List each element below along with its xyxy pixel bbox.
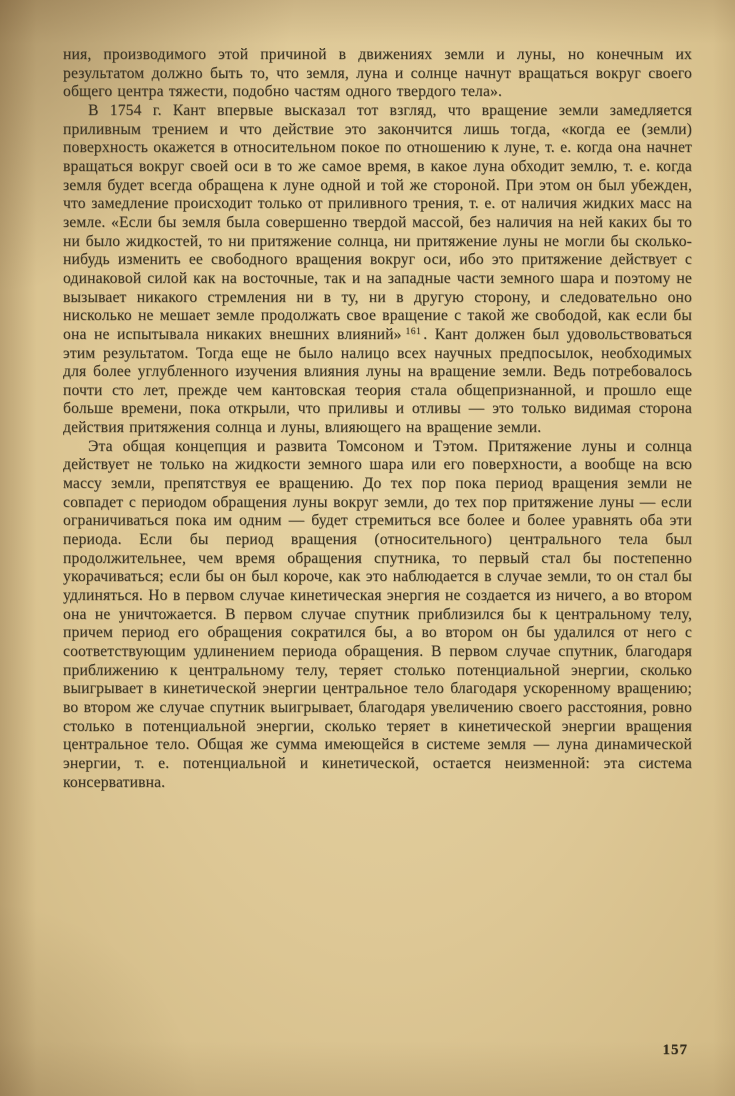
paragraph-kant-1754 bbox=[63, 102, 692, 438]
paragraph-kant-text-before-footnote: В 1754 г. Кант впервые высказал тот взгляд, что вращение земли замедляется приливным трением и что действие это закончится лишь тогда, «когда ее (земли) поверхность окажется в относительном покое по отношению к луне, т. е. когда она начнет вращаться вокруг своей оси в то же самое время, в какое луна обходит землю, т. е. когда земля будет всегда обращена к луне одной и той же стороной. При этом он был убежден, что замедление происходит только от приливного трения, т. е. от наличия жидких масс на земле. «Если бы земля была совершенно твердой массой, без наличия на ней каких бы то ни было жидкостей, то ни притяжение солнца, ни притяжение луны не могли бы сколько-нибудь изменить ее свободного вращения вокруг оси, ибо это притяжение действует с одинаковой силой как на восточные, так и на западные части земного шара и поэтому не вызывает никакого стремления ни в ту, ни в другую сторону, и следовательно оно нисколько не мешает земле продолжать свое вращение с такой же свободой, как если бы она не испытывала никаких внешних влияний» bbox=[63, 101, 692, 343]
footnote-marker-161: 161 bbox=[405, 326, 422, 337]
paragraph-kant-text-after-footnote: . Кант должен был удовольствоваться этим результатом. Тогда еще не было налицо всех научных предпосылок, необходимых для более углубленного изучения влияния луны на вращение земли. Ведь потребовалось почти сто лет, прежде чем кантовская теория стала общепризнанной, и прошло еще больше времени, пока открыли, что приливы и отливы — это только видимая сторона действия притяжения солнца и луны, влияющего на вращение земли. bbox=[63, 325, 692, 437]
page-number: 157 bbox=[662, 1042, 688, 1058]
page-text-block bbox=[63, 46, 692, 792]
paragraph-thomson-tait: Эта общая концепция и развита Томсоном и Тэтом. Притяжение луны и солнца действует не только на жидкости земного шара или его поверхности, а вообще на всю массу земли, препятствуя ее вращению. До тех пор пока период вращения земли не совпадет с периодом обращения луны вокруг земли, до тех пор притяжение луны — если ограничиваться пока им одним — будет стремиться все более и более уравнять оба эти периода. Если бы период вращения (относительного) центрального тела был продолжительнее, чем время обращения спутника, то первый стал бы постепенно укорачиваться; если бы он был короче, как это наблюдается в случае земли, то он стал бы удлиняться. Но в первом случае кинетическая энергия не создается из ничего, а во втором она не уничтожается. В первом случае спутник приблизился бы к центральному телу, причем период его обращения сократился бы, а во втором он бы удалился от него с соответствующим удлинением периода обращения. В первом случае спутник, благодаря приближению к центральному телу, теряет столько потенциальной энергии, сколько выигрывает в кинетической энергии центральное тело благодаря ускоренному вращению; во втором же случае спутник выигрывает, благодаря увеличению своего расстояния, ровно столько в потенциальной энергии, сколько теряет в кинетической энергии вращения центральное тело. Общая же сумма имеющейся в системе земля — луна динамической энергии, т. е. потенциальной и кинетической, остается неизменной: эта система консервативна. bbox=[63, 437, 692, 791]
paragraph-continuation: ния, производимого этой причиной в движениях земли и луны, но конечным их результатом должно быть то, что земля, луна и солнце начнут вращаться вокруг своего общего центра тяжести, подобно частям одного твердого тела». bbox=[63, 46, 692, 101]
